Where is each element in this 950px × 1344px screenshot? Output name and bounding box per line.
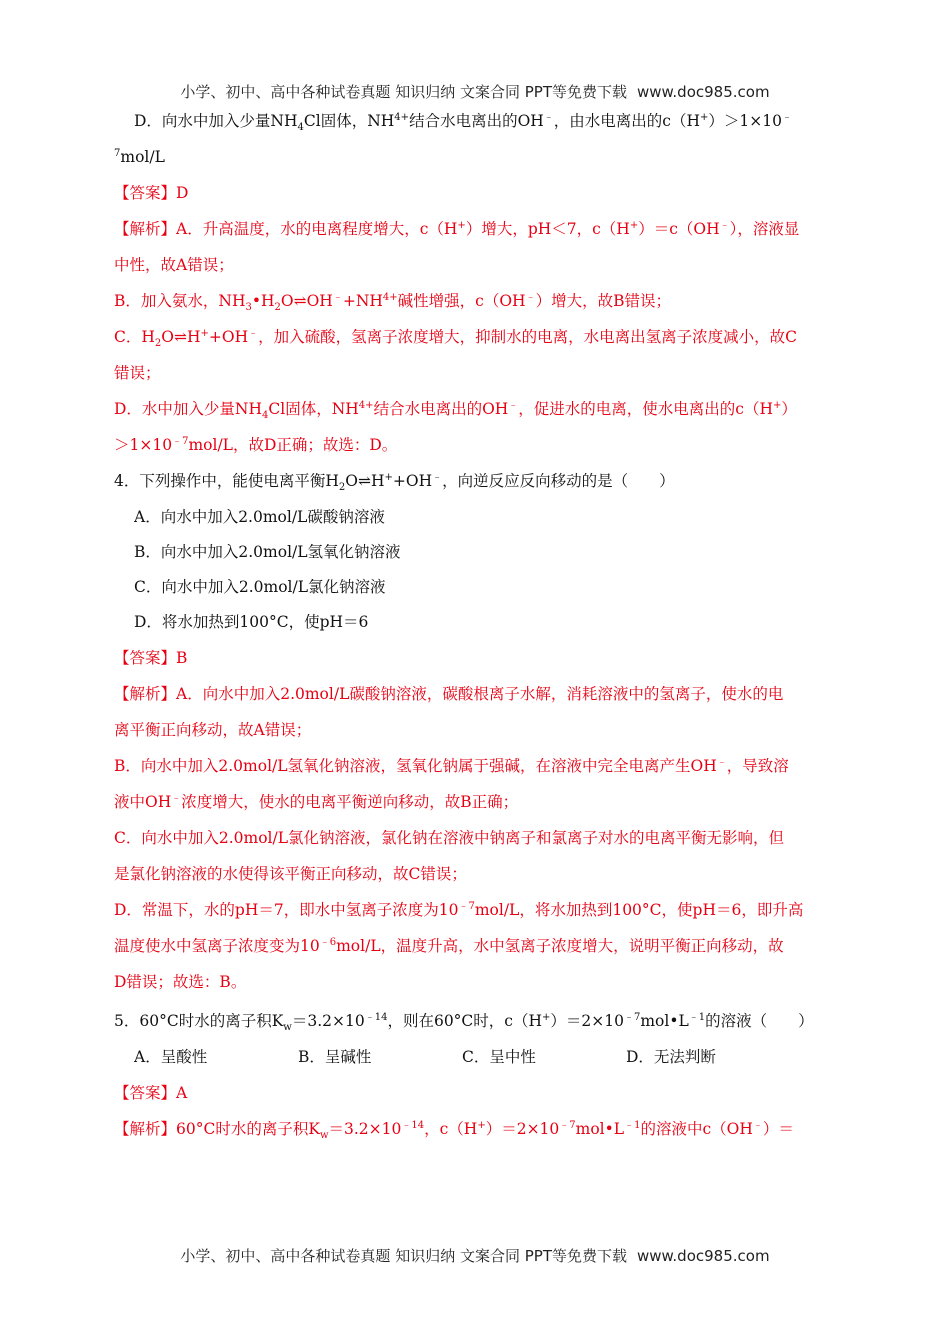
q5-option-a: A．呈酸性: [134, 1048, 208, 1066]
subscript: w: [283, 1022, 292, 1032]
subscript: 2: [338, 482, 346, 492]
subscript: w: [319, 1130, 329, 1140]
text-run: C．H: [114, 328, 155, 346]
text-run: mol/L，温度升高，水中氢离子浓度增大，说明平衡正向移动，故: [336, 937, 784, 955]
superscript: ﹣: [781, 111, 792, 123]
superscript: ﹣: [248, 327, 259, 339]
q5-option-c: C．呈中性: [462, 1048, 536, 1066]
text-run: ，则在60°C时，c（H: [387, 1012, 542, 1030]
q3-option-d: [134, 110, 836, 132]
superscript: +: [457, 219, 466, 231]
q4-explanation-c-cont: 是氯化钠溶液的水使得该平衡正向移动，故C错误；: [114, 865, 467, 883]
text-run: ，导致溶: [726, 757, 789, 775]
text-run: 结合水电离出的OH: [409, 112, 544, 130]
text-run: ，由水电离出的c（H: [553, 112, 700, 130]
q4-explanation-d: [114, 899, 836, 921]
subscript: 2: [154, 338, 162, 348]
text-run: 【解析】: [114, 220, 177, 238]
q4-option-d: D．将水加热到100°C，使pH＝6: [134, 613, 369, 631]
text-run: ）＝2×10: [550, 1012, 624, 1030]
q5-answer: 【答案】A: [114, 1084, 188, 1102]
text-run: 5．60°C时水的离子积K: [114, 1012, 284, 1030]
text-run: •H: [251, 292, 275, 310]
superscript: +: [700, 111, 709, 123]
text-run: +NH: [342, 292, 383, 310]
superscript: ﹣: [332, 291, 343, 303]
text-run: 4．下列操作中，能使电离平衡H: [114, 472, 339, 490]
q4-explanation-a-cont: 离平衡正向移动，故A错误；: [114, 721, 312, 739]
text-run: ）＞1×10: [708, 112, 782, 130]
q4-option-a: A．向水中加入2.0mol/L碳酸钠溶液: [134, 508, 385, 526]
text-run: mol/L，故D正确；故选：D。: [188, 436, 398, 454]
q3-explanation-a: [114, 218, 836, 240]
q4-explanation-b: [114, 755, 836, 777]
text-run: mol•L: [640, 1012, 689, 1030]
text-run: D．水中加入少量NH: [114, 400, 263, 418]
q4-option-c: C．向水中加入2.0mol/L氯化钠溶液: [134, 578, 386, 596]
superscript: +: [200, 327, 209, 339]
superscript: ﹣14: [364, 1011, 388, 1023]
superscript: 4: [394, 111, 401, 123]
text-run: B．向水中加入2.0mol/L氢氧化钠溶液，氢氧化钠属于强碱，在溶液中完全电离产生OH: [114, 757, 717, 775]
superscript: +: [400, 111, 410, 123]
superscript: ﹣: [171, 792, 182, 804]
superscript: +: [629, 219, 639, 231]
superscript: ﹣: [543, 111, 554, 123]
q4-stem: [114, 470, 836, 492]
text-run: 的溶液中c（OH: [640, 1120, 753, 1138]
text-run: A．升高温度，水的电离程度增大，c（H: [176, 220, 458, 238]
superscript: ﹣7: [623, 1011, 641, 1023]
q5-explanation: [114, 1118, 836, 1140]
text-run: O⇌H: [161, 328, 201, 346]
text-run: ，向逆反应反向移动的是（ ）: [442, 472, 675, 490]
footer-url[interactable]: www.doc985.com: [636, 1247, 770, 1265]
superscript: +: [773, 399, 782, 411]
text-run: Cl固体，NH: [268, 400, 359, 418]
superscript: ﹣: [508, 399, 519, 411]
q4-answer: 【答案】B: [114, 649, 188, 667]
q3-explanation-d-cont: [114, 434, 836, 456]
q3-explanation-c-cont: 错误；: [114, 364, 161, 382]
superscript: 4: [358, 399, 366, 411]
superscript: +: [365, 399, 374, 411]
superscript: ﹣1: [688, 1011, 706, 1023]
subscript: 4: [297, 122, 304, 132]
superscript: +: [477, 1119, 486, 1131]
q5-option-b: B．呈碱性: [298, 1048, 372, 1066]
text-run: ，加入硫酸，氢离子浓度增大，抑制水的电离，水电离出氢离子浓度减小，故C: [258, 328, 797, 346]
q4-explanation-b-cont: [114, 791, 836, 813]
text-run: mol/L: [120, 148, 165, 166]
subscript: 4: [262, 410, 269, 420]
text-run: ）增大，故B错误；: [535, 292, 671, 310]
text-run: 液中OH: [114, 793, 172, 811]
q4-explanation-a: [114, 683, 836, 705]
q3-explanation-a-cont: 中性，故A错误；: [114, 256, 234, 274]
subscript: 2: [274, 302, 281, 312]
subscript: 3: [245, 302, 252, 312]
q4-explanation-d-cont2: D错误；故选：B。: [114, 973, 247, 991]
q4-explanation-d-cont: [114, 935, 836, 957]
superscript: ﹣6: [319, 936, 337, 948]
superscript: +: [541, 1011, 551, 1023]
superscript: ﹣7: [559, 1119, 576, 1131]
superscript: ﹣: [752, 1119, 763, 1131]
text-run: 【解析】: [114, 1120, 177, 1138]
text-run: B．加入氨水，NH: [114, 292, 246, 310]
superscript: ﹣7: [172, 435, 189, 447]
text-run: 的溶液（ ）: [705, 1012, 814, 1030]
text-run: ）＝c（OH: [638, 220, 720, 238]
text-run: 温度使水中氢离子浓度变为10: [114, 937, 320, 955]
text-run: 浓度增大，使水的电离平衡逆向移动，故B正确；: [181, 793, 519, 811]
text-run: O⇌H: [345, 472, 385, 490]
superscript: ﹣1: [624, 1119, 641, 1131]
header-url[interactable]: www.doc985.com: [636, 83, 770, 101]
superscript: +: [384, 471, 393, 483]
superscript: ﹣14: [401, 1119, 425, 1131]
text-run: ，c（H: [424, 1120, 478, 1138]
text-run: 60°C时水的离子积K: [176, 1120, 320, 1138]
text-run: D．常温下，水的pH＝7，即水中氢离子浓度为10: [114, 901, 459, 919]
text-run: ＝3.2×10: [328, 1120, 402, 1138]
q3-explanation-b: [114, 290, 836, 312]
superscript: ﹣: [716, 756, 727, 768]
text-run: D．向水中加入少量NH: [134, 112, 298, 130]
q3-explanation-d: [114, 398, 836, 420]
text-run: ＞1×10: [114, 436, 173, 454]
q4-explanation-c: C．向水中加入2.0mol/L氯化钠溶液，氯化钠在溶液中钠离子和氯离子对水的电离平衡无影响，但: [114, 829, 785, 847]
page-header: [0, 82, 950, 102]
superscript: ﹣: [719, 219, 730, 231]
q5-options: [134, 1046, 836, 1068]
text-run: ）: [781, 400, 797, 418]
text-run: Cl固体，NH: [303, 112, 395, 130]
text-run: 碱性增强，c（OH: [397, 292, 526, 310]
text-run: 结合水电离出的OH: [373, 400, 509, 418]
q5-stem: [114, 1010, 836, 1032]
text-run: ）＝2×10: [485, 1120, 560, 1138]
page-footer: [0, 1246, 950, 1266]
superscript: ﹣: [525, 291, 536, 303]
q4-option-b: B．向水中加入2.0mol/L氢氧化钠溶液: [134, 543, 401, 561]
footer-text: 小学、初中、高中各种试卷真题 知识归纳 文案合同 PPT等免费下载: [180, 1247, 627, 1265]
q3-option-d-cont: [114, 146, 836, 168]
text-run: ，促进水的电离，使水电离出的c（H: [518, 400, 773, 418]
text-run: ），溶液显: [729, 220, 800, 238]
text-run: A．向水中加入2.0mol/L碳酸钠溶液，碳酸根离子水解，消耗溶液中的氢离子，使水的电: [176, 685, 784, 703]
superscript: ﹣: [432, 471, 443, 483]
q5-option-d: D．无法判断: [626, 1048, 716, 1066]
header-text: 小学、初中、高中各种试卷真题 知识归纳 文案合同 PPT等免费下载: [180, 83, 627, 101]
q3-explanation-c: [114, 326, 836, 348]
text-run: mol/L，将水加热到100°C，使pH＝6，即升高: [474, 901, 804, 919]
text-run: O⇌OH: [280, 292, 333, 310]
superscript: 7: [114, 147, 121, 159]
text-run: ）增大，pH＜7，c（H: [465, 220, 630, 238]
superscript: +: [389, 291, 398, 303]
text-run: +OH: [392, 472, 433, 490]
text-run: 【解析】: [114, 685, 177, 703]
superscript: 4: [382, 291, 390, 303]
text-run: ＝3.2×10: [291, 1012, 365, 1030]
superscript: ﹣7: [458, 900, 475, 912]
text-run: +OH: [208, 328, 249, 346]
text-run: mol•L: [575, 1120, 625, 1138]
q3-answer: 【答案】D: [114, 184, 189, 202]
text-run: ）＝: [762, 1120, 794, 1138]
